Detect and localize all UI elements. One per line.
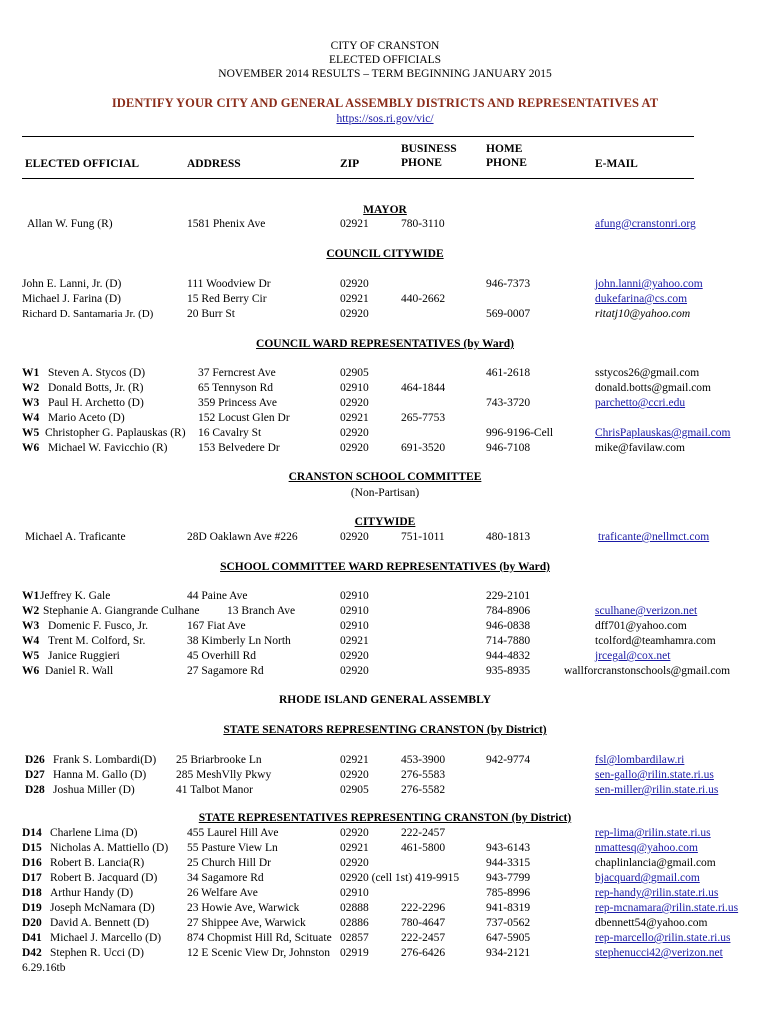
email-link[interactable]: rep-marcello@rilin.state.ri.us <box>595 932 731 944</box>
official-zip: 02920 <box>340 769 369 781</box>
ward-code: W6 <box>22 665 40 677</box>
official-address: 28D Oaklawn Ave #226 <box>187 531 298 543</box>
official-name: Michael J. Farina (D) <box>22 293 121 305</box>
district-code: D14 <box>22 827 42 839</box>
district-code: D27 <box>25 769 45 781</box>
official-name: Allan W. Fung (R) <box>27 218 113 230</box>
home-phone: 785-8996 <box>486 887 531 899</box>
home-phone: 996-9196-Cell <box>486 427 554 439</box>
business-phone: 453-3900 <box>401 754 446 766</box>
email-text: tcolford@teamhamra.com <box>595 635 716 647</box>
home-phone: 935-8935 <box>486 665 531 677</box>
official-zip: 02921 <box>340 218 369 230</box>
ward-code: W3 <box>22 620 40 632</box>
email-link[interactable]: sculhane@verizon.net <box>595 605 698 617</box>
official-name: Charlene Lima (D) <box>50 827 138 839</box>
home-phone: 784-8906 <box>486 605 531 617</box>
official-zip: 02920 <box>340 665 369 677</box>
official-zip-with-cell: 02920 (cell 1st) 419-9915 <box>340 872 460 884</box>
official-address: 45 Overhill Rd <box>187 650 256 662</box>
official-zip: 02910 <box>340 887 369 899</box>
home-phone: 714-7880 <box>486 635 531 647</box>
home-phone: 941-8319 <box>486 902 531 914</box>
section-council-citywide: COUNCIL CITYWIDE <box>326 248 444 260</box>
section-representatives: STATE REPRESENTATIVES REPRESENTING CRANSTON (by District) <box>198 812 572 824</box>
section-school-ward: SCHOOL COMMITTEE WARD REPRESENTATIVES (by Ward) <box>220 561 550 573</box>
ward-code: W6 <box>22 442 40 454</box>
header-rule-bottom <box>22 178 694 179</box>
email-text: chaplinlancia@gmail.com <box>595 857 716 869</box>
doc-title-line1: CITY OF CRANSTON <box>330 40 440 52</box>
district-code: D19 <box>22 902 42 914</box>
official-address: 874 Chopmist Hill Rd, Scituate <box>187 932 332 944</box>
ward-code: W4 <box>22 412 40 424</box>
section-mayor: MAYOR <box>363 204 407 216</box>
email-link[interactable]: nmattesq@yahoo.com <box>595 842 698 854</box>
col-home-1: HOME <box>486 143 523 155</box>
home-phone: 944-3315 <box>486 857 531 869</box>
official-zip: 02921 <box>340 842 369 854</box>
col-business-1: BUSINESS <box>401 143 457 155</box>
business-phone: 691-3520 <box>401 442 446 454</box>
official-address: 34 Sagamore Rd <box>187 872 264 884</box>
district-code: D17 <box>22 872 42 884</box>
official-name: Joshua Miller (D) <box>53 784 135 796</box>
official-zip: 02920 <box>340 650 369 662</box>
official-name: Steven A. Stycos (D) <box>48 367 146 379</box>
home-phone: 480-1813 <box>486 531 531 543</box>
section-school-committee: CRANSTON SCHOOL COMMITTEE <box>288 471 482 483</box>
official-zip: 02886 <box>340 917 369 929</box>
business-phone: 276-5582 <box>401 784 446 796</box>
official-zip: 02910 <box>340 590 369 602</box>
home-phone: 943-7799 <box>486 872 531 884</box>
official-address: 1581 Phenix Ave <box>187 218 266 230</box>
official-name: Joseph McNamara (D) <box>50 902 155 914</box>
email-text: ritatj10@yahoo.com <box>595 308 691 320</box>
business-phone: 440-2662 <box>401 293 446 305</box>
official-address: 13 Branch Ave <box>227 605 296 617</box>
district-code: D18 <box>22 887 42 899</box>
official-name: Frank S. Lombardi(D) <box>53 754 157 766</box>
col-official: ELECTED OFFICIAL <box>25 158 140 170</box>
business-phone: 265-7753 <box>401 412 446 424</box>
email-text: mike@favilaw.com <box>595 442 685 454</box>
districts-banner: IDENTIFY YOUR CITY AND GENERAL ASSEMBLY DISTRICTS AND REPRESENTATIVES AT <box>111 96 659 110</box>
business-phone: 276-6426 <box>401 947 446 959</box>
doc-title-line3: NOVEMBER 2014 RESULTS – TERM BEGINNING JANUARY 2015 <box>218 68 552 80</box>
ward-code: W1 <box>22 367 40 379</box>
official-name: Janice Ruggieri <box>48 650 120 662</box>
official-zip: 02905 <box>340 784 369 796</box>
email-link[interactable]: afung@cranstonri.org <box>595 218 696 230</box>
official-name: Stephanie A. Giangrande Culhane <box>43 605 200 617</box>
doc-title-line2: ELECTED OFFICIALS <box>328 54 442 66</box>
official-address: 16 Cavalry St <box>198 427 262 439</box>
official-address: 27 Shippee Ave, Warwick <box>187 917 306 929</box>
section-school-citywide: CITYWIDE <box>354 516 416 528</box>
email-link[interactable]: sen-gallo@rilin.state.ri.us <box>595 769 714 781</box>
official-zip: 02910 <box>340 382 369 394</box>
business-phone: 222-2296 <box>401 902 446 914</box>
official-name: Robert B. Jacquard (D) <box>50 872 158 884</box>
ward-code: W5 <box>22 427 40 439</box>
official-address: 20 Burr St <box>187 308 235 320</box>
ward-code: W2 <box>22 382 40 394</box>
official-address: 41 Talbot Manor <box>176 784 253 796</box>
official-address: 44 Paine Ave <box>187 590 248 602</box>
official-zip: 02921 <box>340 293 369 305</box>
district-code: D20 <box>22 917 42 929</box>
footer-date: 6.29.16tb <box>22 962 66 974</box>
home-phone: 461-2618 <box>486 367 531 379</box>
email-link[interactable]: parchetto@ccri.edu <box>595 397 686 409</box>
business-phone: 780-4647 <box>401 917 446 929</box>
official-name: Richard D. Santamaria Jr. (D) <box>22 308 154 320</box>
business-phone: 222-2457 <box>401 827 446 839</box>
official-name: John E. Lanni, Jr. (D) <box>22 278 122 290</box>
district-code: D16 <box>22 857 42 869</box>
business-phone: 222-2457 <box>401 932 446 944</box>
official-name: Hanna M. Gallo (D) <box>53 769 147 781</box>
email-link[interactable]: rep-mcnamara@rilin.state.ri.us <box>595 902 739 914</box>
email-link[interactable]: rep-handy@rilin.state.ri.us <box>595 887 719 899</box>
official-zip: 02920 <box>340 308 369 320</box>
official-zip: 02921 <box>340 754 369 766</box>
email-link[interactable]: fsl@lombardilaw.ri <box>595 754 685 766</box>
official-zip: 02919 <box>340 947 369 959</box>
official-zip: 02920 <box>340 278 369 290</box>
official-zip: 02920 <box>340 427 369 439</box>
official-zip: 02920 <box>340 397 369 409</box>
official-name: David A. Bennett (D) <box>50 917 150 929</box>
home-phone: 946-7373 <box>486 278 531 290</box>
official-address: 25 Church Hill Dr <box>187 857 272 869</box>
home-phone: 946-0838 <box>486 620 531 632</box>
email-text: dbennett54@yahoo.com <box>595 917 708 929</box>
official-address: 455 Laurel Hill Ave <box>187 827 279 839</box>
district-code: D28 <box>25 784 45 796</box>
home-phone: 946-7108 <box>486 442 531 454</box>
email-link[interactable]: sen-miller@rilin.state.ri.us <box>595 784 719 796</box>
email-text: wallforcranstonschools@gmail.com <box>564 665 731 677</box>
email-text: donald.botts@gmail.com <box>595 382 711 394</box>
official-name: Michael W. Favicchio (R) <box>48 442 168 454</box>
official-address: 359 Princess Ave <box>198 397 278 409</box>
col-email: E-MAIL <box>595 158 638 170</box>
email-link[interactable]: john.lanni@yahoo.com <box>595 278 703 290</box>
home-phone: 229-2101 <box>486 590 531 602</box>
email-link[interactable]: bjacquard@gmail.com <box>595 872 700 884</box>
official-zip: 02920 <box>340 857 369 869</box>
official-name: Christopher G. Paplauskas (R) <box>45 427 186 439</box>
official-address: 12 E Scenic View Dr, Johnston <box>187 947 331 959</box>
official-zip: 02910 <box>340 620 369 632</box>
official-name: Trent M. Colford, Sr. <box>48 635 146 647</box>
official-address: 55 Pasture View Ln <box>187 842 278 854</box>
official-name: Daniel R. Wall <box>45 665 114 677</box>
official-address: 26 Welfare Ave <box>187 887 258 899</box>
col-zip: ZIP <box>340 158 360 170</box>
official-zip: 02920 <box>340 827 369 839</box>
school-committee-subtitle: (Non-Partisan) <box>350 487 420 499</box>
official-zip: 02910 <box>340 605 369 617</box>
section-general-assembly: RHODE ISLAND GENERAL ASSEMBLY <box>278 694 492 706</box>
business-phone: 464-1844 <box>401 382 446 394</box>
official-name: Nicholas A. Mattiello (D) <box>50 842 169 854</box>
home-phone: 737-0562 <box>486 917 531 929</box>
official-zip: 02888 <box>340 902 369 914</box>
business-phone: 276-5583 <box>401 769 446 781</box>
email-text: sstycos26@gmail.com <box>595 367 700 379</box>
district-code: D26 <box>25 754 45 766</box>
official-name: Arthur Handy (D) <box>50 887 134 899</box>
official-name: Michael J. Marcello (D) <box>50 932 162 944</box>
ward-code: W2 <box>22 605 40 617</box>
email-link[interactable]: rep-lima@rilin.state.ri.us <box>595 827 711 839</box>
official-zip: 02920 <box>340 531 369 543</box>
official-address: 65 Tennyson Rd <box>198 382 274 394</box>
home-phone: 943-6143 <box>486 842 531 854</box>
email-link[interactable]: traficante@nellmct.com <box>598 531 710 543</box>
official-address: 285 MeshVlly Pkwy <box>176 769 272 781</box>
official-address: 23 Howie Ave, Warwick <box>187 902 300 914</box>
business-phone: 780-3110 <box>401 218 445 230</box>
ward-code: W4 <box>22 635 40 647</box>
official-zip: 02921 <box>340 635 369 647</box>
official-address: 27 Sagamore Rd <box>187 665 264 677</box>
official-address: 37 Ferncrest Ave <box>198 367 276 379</box>
header-rule-top <box>22 136 694 137</box>
home-phone: 942-9774 <box>486 754 531 766</box>
col-home-2: PHONE <box>486 157 527 169</box>
col-business-2: PHONE <box>401 157 442 169</box>
email-link[interactable]: ChrisPaplauskas@gmail.com <box>595 427 731 439</box>
business-phone: 751-1011 <box>401 531 445 543</box>
district-code: D15 <box>22 842 42 854</box>
official-zip: 02905 <box>340 367 369 379</box>
official-name: Robert B. Lancia(R) <box>50 857 145 869</box>
official-name: Paul H. Archetto (D) <box>48 397 144 409</box>
email-text: dff701@yahoo.com <box>595 620 687 632</box>
col-address: ADDRESS <box>187 158 241 170</box>
official-address: 153 Belvedere Dr <box>198 442 280 454</box>
home-phone: 569-0007 <box>486 308 531 320</box>
official-address: 38 Kimberly Ln North <box>187 635 291 647</box>
official-address: 152 Locust Glen Dr <box>198 412 290 424</box>
email-link[interactable]: dukefarina@cs.com <box>595 293 688 305</box>
official-address: 111 Woodview Dr <box>187 278 271 290</box>
vic-link[interactable]: https://sos.ri.gov/vic/ <box>336 113 434 125</box>
official-name: Donald Botts, Jr. (R) <box>48 382 144 394</box>
ward-code: W3 <box>22 397 40 409</box>
official-zip: 02921 <box>340 412 369 424</box>
official-name: Domenic F. Fusco, Jr. <box>48 620 149 632</box>
home-phone: 944-4832 <box>486 650 531 662</box>
section-council-ward: COUNCIL WARD REPRESENTATIVES (by Ward) <box>256 338 514 350</box>
section-senators: STATE SENATORS REPRESENTING CRANSTON (by District) <box>223 724 547 736</box>
official-address: 15 Red Berry Cir <box>187 293 267 305</box>
official-zip: 02920 <box>340 442 369 454</box>
home-phone: 743-3720 <box>486 397 531 409</box>
email-link[interactable]: jrcegal@cox.net <box>595 650 671 662</box>
official-name: Stephen R. Ucci (D) <box>50 947 144 959</box>
official-address: 25 Briarbrooke Ln <box>176 754 262 766</box>
district-code: D41 <box>22 932 42 944</box>
district-code: D42 <box>22 947 42 959</box>
email-link[interactable]: stephenucci42@verizon.net <box>595 947 723 959</box>
official-address: 167 Fiat Ave <box>187 620 246 632</box>
ward-code: W5 <box>22 650 40 662</box>
official-name: Michael A. Traficante <box>25 531 126 543</box>
home-phone: 647-5905 <box>486 932 531 944</box>
home-phone: 934-2121 <box>486 947 531 959</box>
official-name: Mario Aceto (D) <box>48 412 125 424</box>
ward-code: W1 <box>22 590 40 602</box>
official-zip: 02857 <box>340 932 369 944</box>
business-phone: 461-5800 <box>401 842 446 854</box>
official-name: Jeffrey K. Gale <box>40 590 111 602</box>
